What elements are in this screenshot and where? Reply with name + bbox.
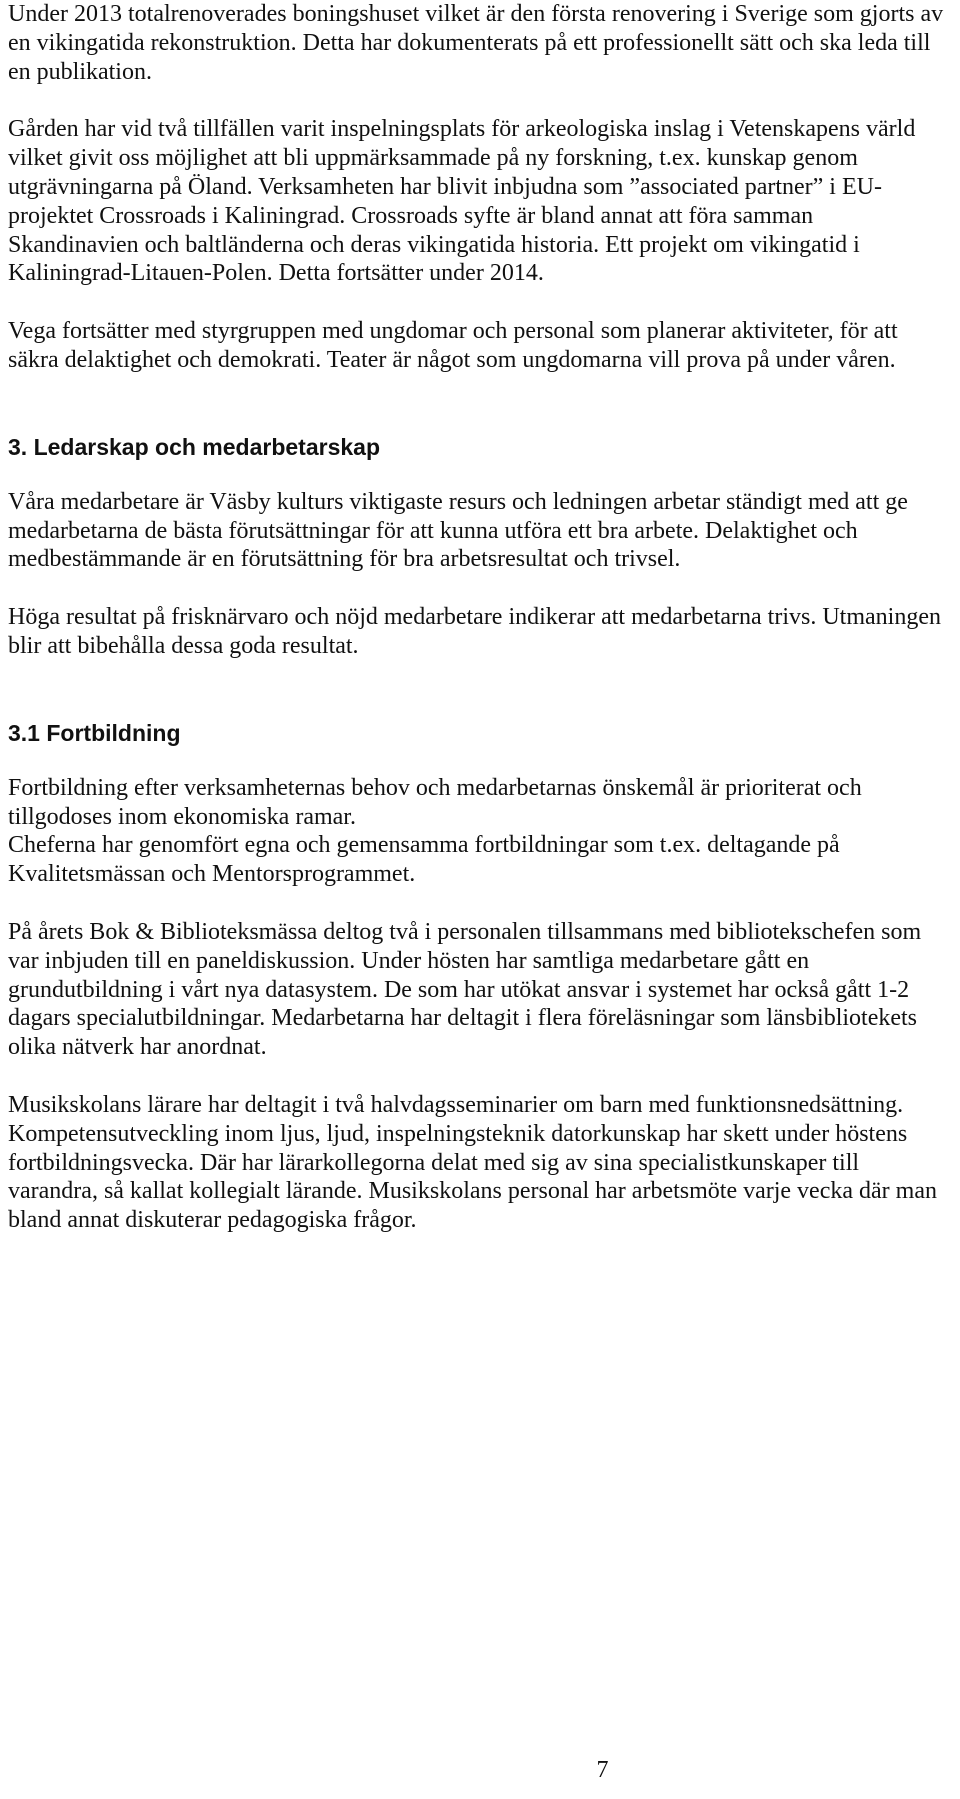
- page-number-text: 7: [596, 1757, 609, 1783]
- paragraph-music-school: Musikskolans lärare har deltagit i två halvdagsseminarier om barn med funktionsnedsättning. Kompetensutveckling inom ljus, ljud, inspelningsteknik datorkunskap har skett under höstens fortbildningsvecka. Där har lärarkollegorna delat med sig av sina specialistkunskaper till varandra, så kallat kollegialt lärande. Musikskolans personal har arbetsmöte varje vecka där man bland annat diskuterar pedagogiska frågor.: [8, 1091, 937, 1234]
- paragraph-vega: Vega fortsätter med styrgruppen med ungdomar och personal som planerar aktiviteter, för att säkra delaktighet och demokrati. Teater är något som ungdomarna vill prova på under våren.: [8, 318, 898, 373]
- paragraph-book-fair: På årets Bok & Biblioteksmässa deltog två i personalen tillsammans med bibliotekschefen som var inbjuden till en paneldiskussion. Under hösten har samtliga medarbetare gått en grundutbildning i vårt nya datasystem. De som har utökat ansvar i systemet har också gått 1-2 dagars specialutbildningar. Medarbetarna har deltagit i flera föreläsningar som länsbibliotekets olika nätverk har anordnat.: [8, 918, 922, 1061]
- paragraph-training-1: Fortbildning efter verksamheternas behov och medarbetarnas önskemål är prioriterat och tillgodoses inom ekonomiska ramar.: [8, 774, 862, 830]
- paragraph-employees: Våra medarbetare är Väsby kulturs viktigaste resurs och ledningen arbetar ständigt med att ge medarbetarna de bästa förutsättningar för att kunna utföra ett bra arbete. Delaktighet och medbestämmande är en förutsättning för bra arbetsresultat och trivsel.: [8, 488, 908, 573]
- paragraph-results: Höga resultat på frisknärvaro och nöjd medarbetare indikerar att medarbetarna trivs. Utmaningen blir att bibehålla dessa goda resultat.: [8, 604, 941, 659]
- page-number: [0, 1756, 960, 1784]
- paragraph-training-2: Cheferna har genomfört egna och gemensamma fortbildningar som t.ex. deltagande på Kvalitetsmässan och Mentorsprogrammet.: [8, 832, 840, 888]
- document-body: [8, 0, 948, 1235]
- paragraph-renovation: Under 2013 totalrenoverades boningshuset vilket är den första renovering i Sverige som gjorts av en vikingatida rekonstruktion. Detta har dokumenterats på ett professionellt sätt och ska leda till en publikation.: [8, 1, 944, 85]
- section-heading-leadership: 3. Ledarskap och medarbetarskap: [8, 433, 380, 460]
- subsection-heading-training: 3.1 Fortbildning: [8, 719, 181, 746]
- paragraph-garden: Gården har vid två tillfällen varit inspelningsplats för arkeologiska inslag i Vetenskapens värld vilket givit oss möjlighet att bli uppmärksammade på ny forskning, t.ex. kunskap genom utgrävningarna på Öland. Verksamheten har blivit inbjudna som ”associated partner” i EU-projektet Crossroads i Kaliningrad. Crossroads syfte är bland annat att föra samman Skandinavien och baltländerna och deras vikingatida historia. Ett projekt om vikingatid i Kaliningrad-Litauen-Polen. Detta fortsätter under 2014.: [8, 116, 916, 287]
